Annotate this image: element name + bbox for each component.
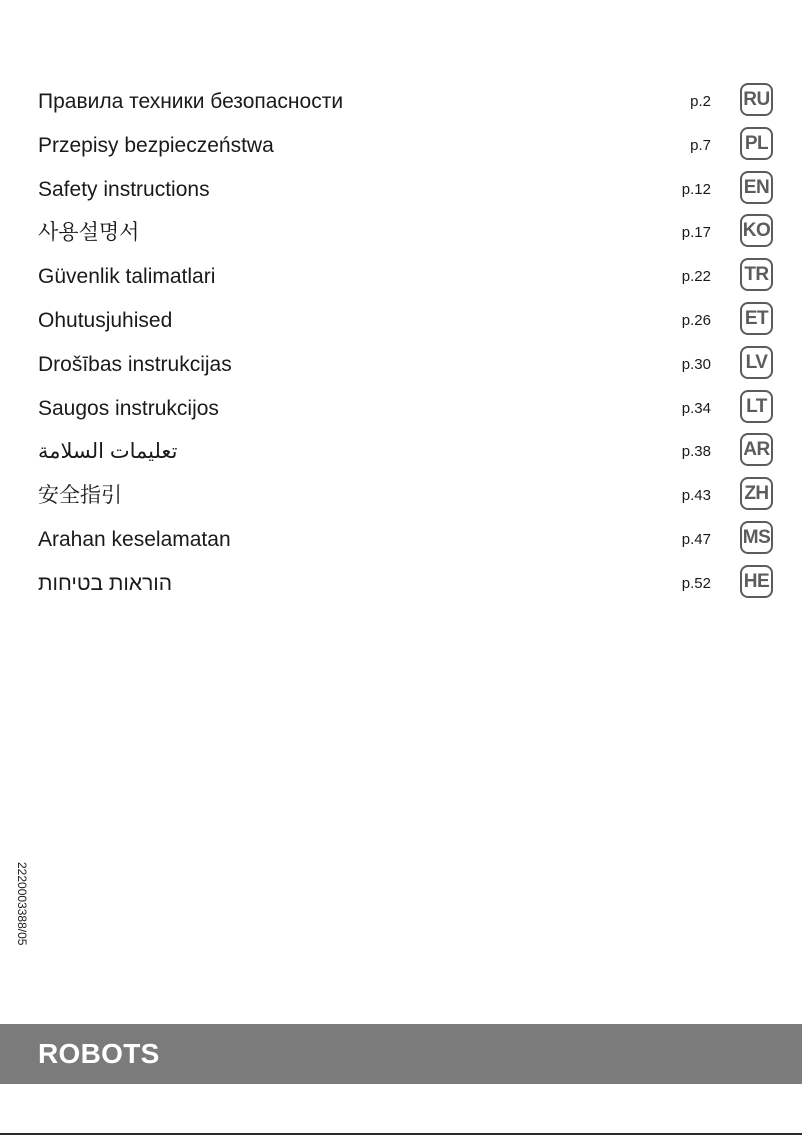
language-badge: LT [740,390,773,423]
toc-page-number: p.43 [681,487,711,505]
language-badge: RU [740,83,773,116]
toc-row-he [0,562,802,606]
document-reference-code: 2220003388/05 [15,862,29,946]
toc-title: Правила техники безопасности [38,90,344,113]
language-badge: TR [740,258,773,291]
toc-title: Drošības instrukcijas [38,352,232,376]
toc-page-number: p.26 [681,311,711,329]
toc-row-ms [0,518,802,562]
language-badge: HE [740,565,773,598]
footer-title: ROBOTS [38,1038,160,1069]
toc-title: Przepisy bezpieczeństwa [38,133,274,157]
toc-row-tr [0,255,802,299]
toc-title: Arahan keselamatan [38,527,231,551]
toc-title: Saugos instrukcijos [38,396,219,420]
language-badge: LV [740,346,773,379]
toc-title: 安全指引 [38,484,122,508]
language-badge: KO [740,214,773,247]
toc-page-number: p.7 [690,136,711,154]
toc-page-number: p.17 [681,224,711,242]
toc-page-number: p.34 [681,399,711,417]
toc-page-number: p.22 [681,268,711,286]
toc-row-pl [0,124,802,168]
toc-row-et [0,299,802,343]
toc-page-number: p.52 [681,574,711,592]
bottom-divider [0,1133,802,1135]
toc-row-ar [0,430,802,474]
language-badge: AR [740,433,773,466]
toc-page-number: p.30 [681,355,711,373]
language-badge: PL [740,127,773,160]
toc-page-number: p.2 [690,93,711,110]
toc-row-zh [0,474,802,518]
toc-page-number: p.47 [681,530,711,548]
toc-title: Güvenlik talimatlari [38,265,216,289]
toc-row-en [0,168,802,212]
toc-page-number: p.38 [681,443,711,461]
toc-title: Safety instructions [38,177,210,201]
language-badge: EN [740,171,773,204]
toc-title: 사용설명서 [38,221,140,245]
language-index [0,80,802,606]
language-badge: ZH [740,477,773,510]
toc-title: Ohutusjuhised [38,308,173,332]
toc-page-number: p.12 [681,180,711,198]
language-badge: ET [740,302,773,335]
toc-row-ru [0,80,802,124]
toc-title: הוראות בטיחות [38,571,173,595]
toc-title: تعليمات السلامة [38,440,178,464]
toc-row-lt [0,387,802,431]
footer-band [0,1024,802,1084]
toc-row-ko [0,211,802,255]
toc-row-lv [0,343,802,387]
language-badge: MS [740,521,773,554]
